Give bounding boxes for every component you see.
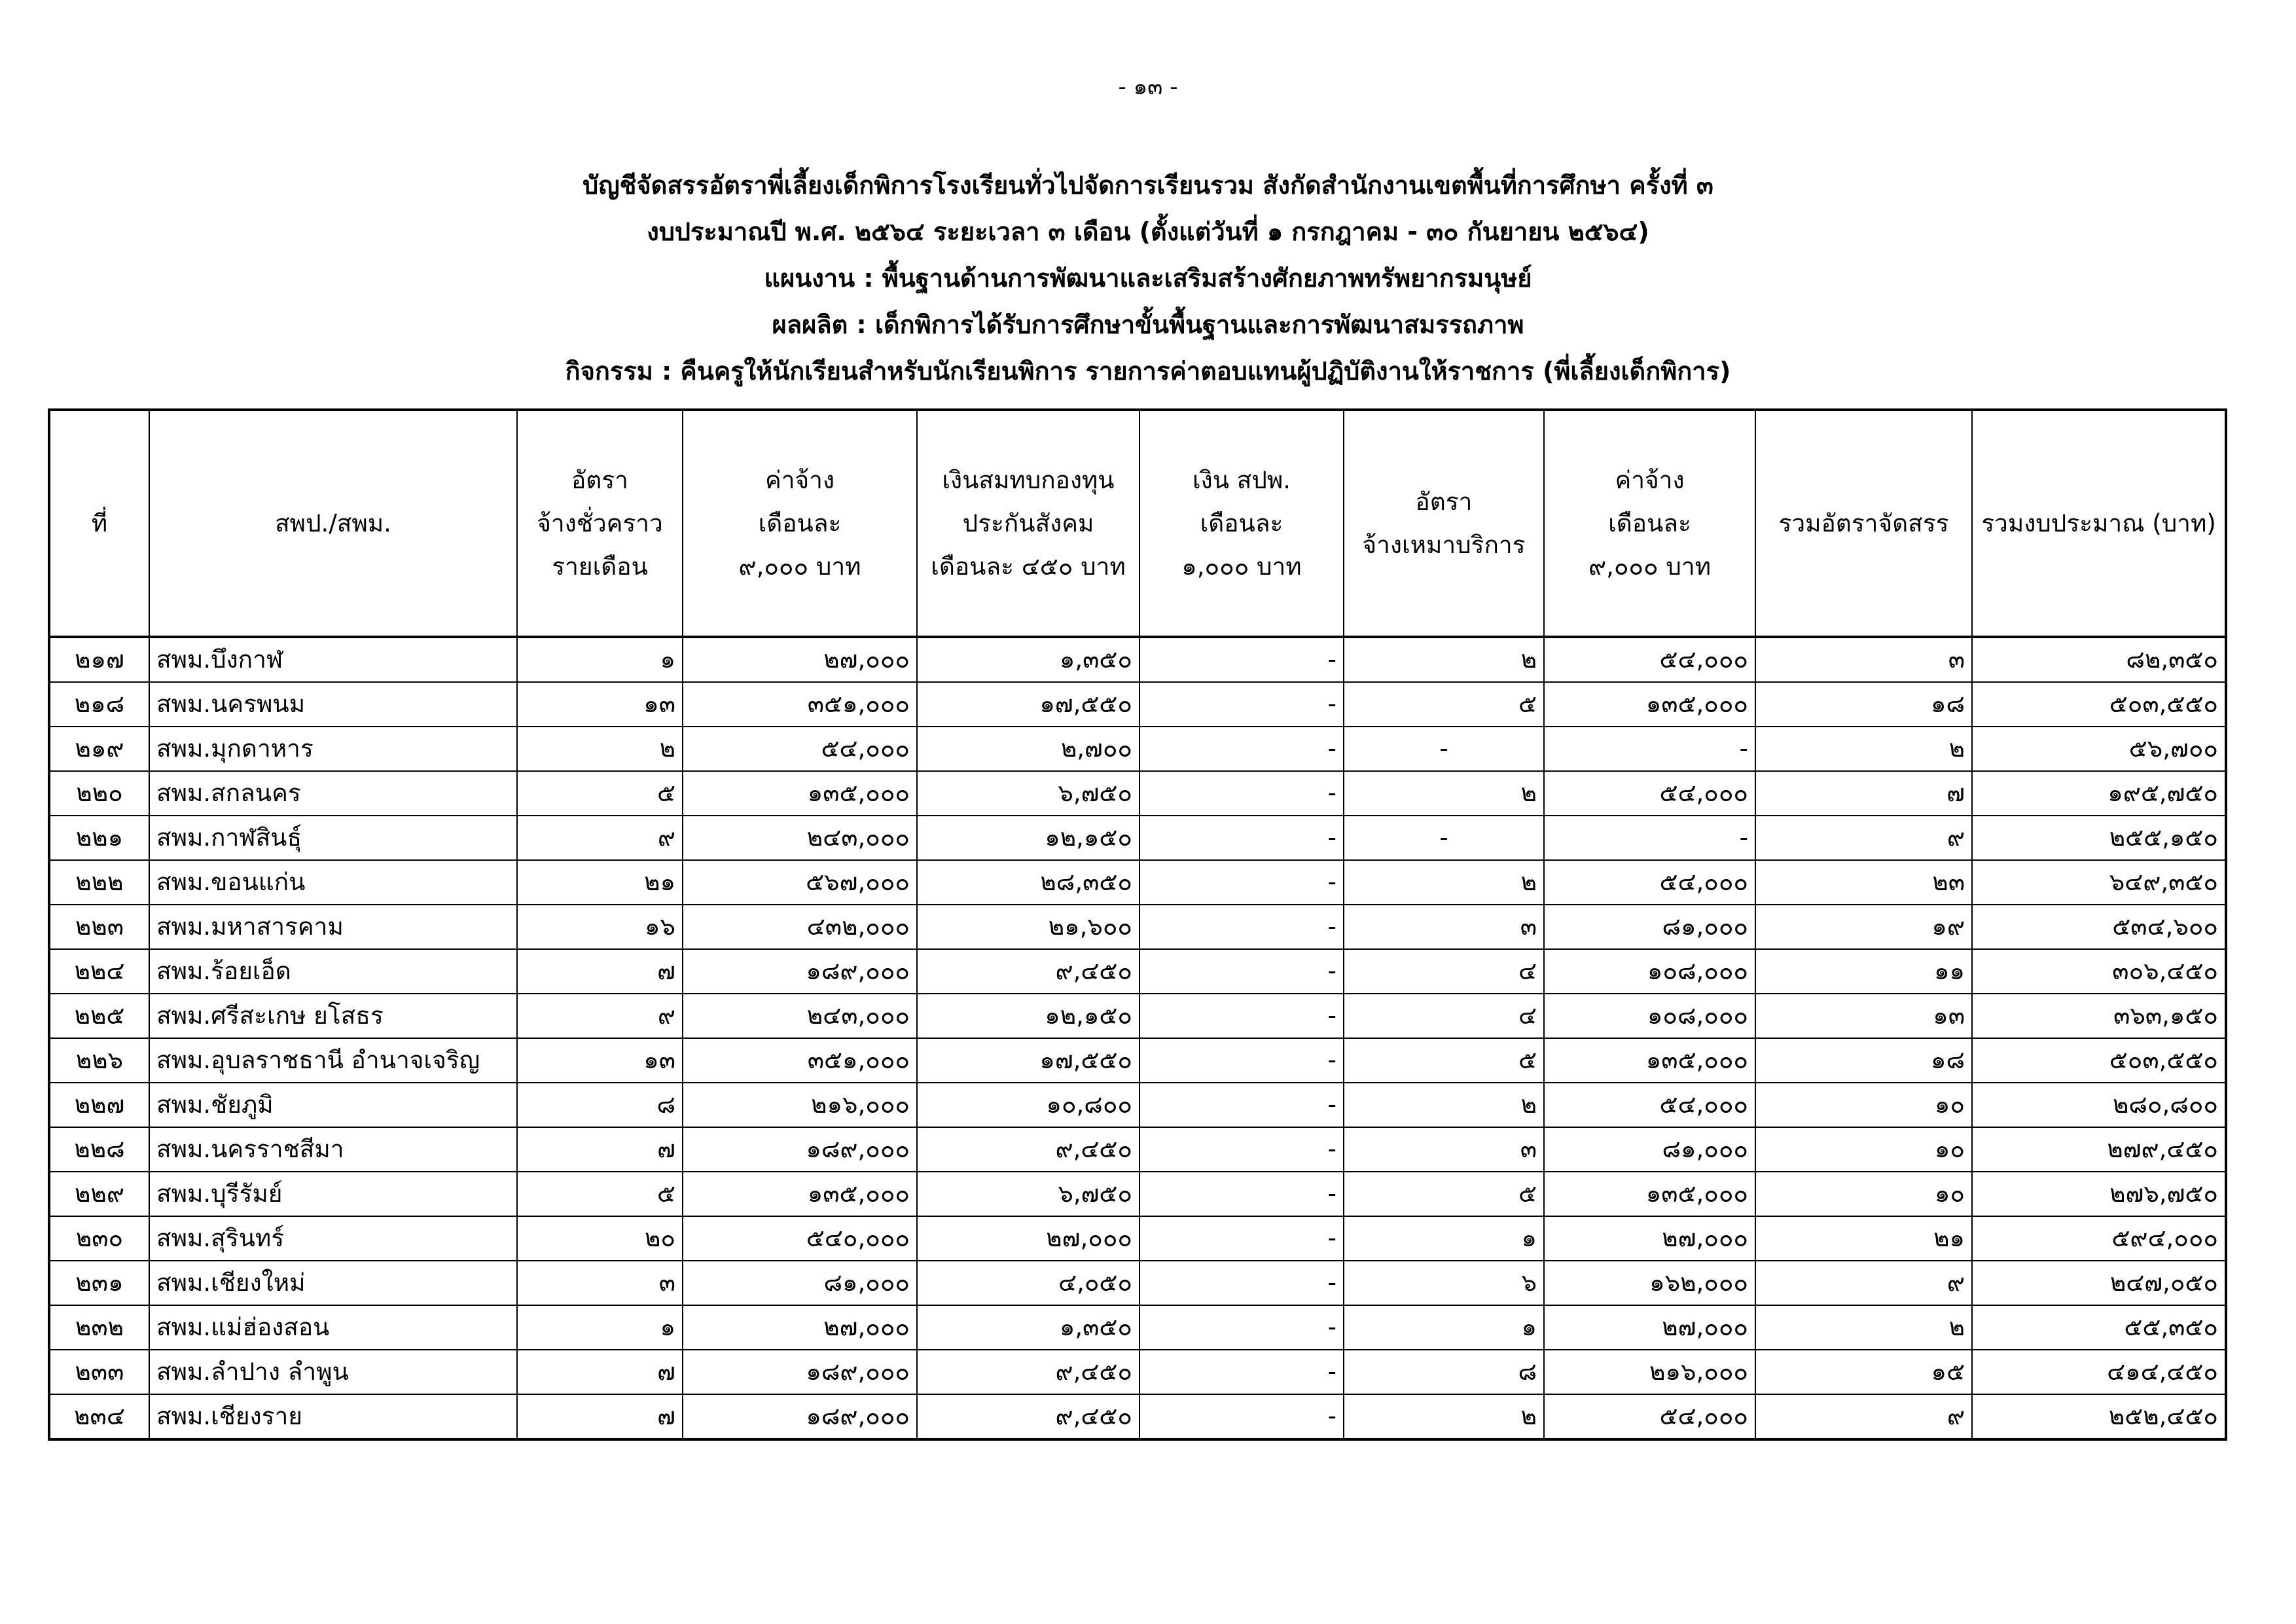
cell-temp-rate: ๒ <box>517 727 683 771</box>
cell-service-wage: ๑๓๕,๐๐๐ <box>1544 1038 1755 1083</box>
cell-temp-rate: ๑ <box>517 1305 683 1350</box>
cell-office: สพม.กาฬสินธุ์ <box>149 816 517 860</box>
cell-service-wage: ๕๔,๐๐๐ <box>1544 637 1755 682</box>
col-header-line: เดือนละ <box>1200 509 1283 537</box>
col-header-no <box>49 410 149 637</box>
cell-temp-rate: ๒๐ <box>517 1216 683 1261</box>
col-header-line: รวมงบประมาณ (บาท) <box>1981 509 2216 537</box>
table-row <box>49 1394 2226 1439</box>
cell-office: สพม.ร้อยเอ็ด <box>149 949 517 994</box>
cell-total-budget: ๕๖,๗๐๐ <box>1972 727 2226 771</box>
col-header-spp <box>1139 410 1344 637</box>
col-header-service-rate <box>1344 410 1544 637</box>
cell-temp-wage: ๑๘๙,๐๐๐ <box>683 949 917 994</box>
col-header-temp-rate <box>517 410 683 637</box>
cell-service-wage: ๕๔,๐๐๐ <box>1544 860 1755 905</box>
cell-service-rate: ๑ <box>1344 1216 1544 1261</box>
table-row <box>49 637 2226 682</box>
cell-total-budget: ๖๔๙,๓๕๐ <box>1972 860 2226 905</box>
col-header-line: เดือนละ ๔๕๐ บาท <box>931 552 1126 581</box>
col-header-service-wage <box>1544 410 1755 637</box>
cell-service-wage: ๑๖๒,๐๐๐ <box>1544 1261 1755 1305</box>
cell-service-wage: ๑๓๕,๐๐๐ <box>1544 682 1755 727</box>
cell-social-security: ๑,๓๕๐ <box>917 637 1139 682</box>
cell-total-rate: ๑๑ <box>1755 949 1972 994</box>
cell-service-rate: ๕ <box>1344 1172 1544 1216</box>
cell-no: ๒๒๕ <box>49 994 149 1038</box>
cell-total-budget: ๒๗๖,๗๕๐ <box>1972 1172 2226 1216</box>
table-row <box>49 727 2226 771</box>
cell-total-budget: ๕๓๔,๖๐๐ <box>1972 905 2226 949</box>
cell-total-budget: ๘๒,๓๕๐ <box>1972 637 2226 682</box>
cell-no: ๒๓๒ <box>49 1305 149 1350</box>
cell-temp-wage: ๓๕๑,๐๐๐ <box>683 1038 917 1083</box>
cell-total-rate: ๒๓ <box>1755 860 1972 905</box>
col-header-line: ที่ <box>91 509 108 537</box>
cell-spp: - <box>1139 1172 1344 1216</box>
cell-total-rate: ๓ <box>1755 637 1972 682</box>
cell-office: สพม.นครพนม <box>149 682 517 727</box>
cell-service-rate: ๕ <box>1344 1038 1544 1083</box>
cell-service-rate: ๒ <box>1344 860 1544 905</box>
cell-temp-rate: ๕ <box>517 1172 683 1216</box>
cell-service-rate: ๒ <box>1344 771 1544 816</box>
table-row <box>49 1038 2226 1083</box>
cell-social-security: ๑๐,๘๐๐ <box>917 1083 1139 1127</box>
cell-social-security: ๑๒,๑๕๐ <box>917 816 1139 860</box>
cell-temp-wage: ๒๔๓,๐๐๐ <box>683 816 917 860</box>
col-header-line: เงินสมทบกองทุน <box>942 465 1115 494</box>
page-number: - ๑๓ - <box>1118 74 1178 100</box>
cell-office: สพม.แม่ฮ่องสอน <box>149 1305 517 1350</box>
cell-total-budget: ๒๕๕,๑๕๐ <box>1972 816 2226 860</box>
cell-spp: - <box>1139 1038 1344 1083</box>
cell-service-wage: ๕๔,๐๐๐ <box>1544 771 1755 816</box>
cell-temp-rate: ๗ <box>517 949 683 994</box>
cell-total-rate: ๒๑ <box>1755 1216 1972 1261</box>
cell-social-security: ๑๒,๑๕๐ <box>917 994 1139 1038</box>
cell-total-rate: ๒ <box>1755 1305 1972 1350</box>
cell-temp-rate: ๒๑ <box>517 860 683 905</box>
cell-no: ๒๓๑ <box>49 1261 149 1305</box>
col-header-line: สพป./สพม. <box>275 509 391 537</box>
cell-total-budget: ๕๐๓,๕๕๐ <box>1972 682 2226 727</box>
cell-total-rate: ๑๐ <box>1755 1083 1972 1127</box>
cell-office: สพม.ชัยภูมิ <box>149 1083 517 1127</box>
cell-total-budget: ๓๐๖,๔๕๐ <box>1972 949 2226 994</box>
cell-total-rate: ๑๐ <box>1755 1172 1972 1216</box>
cell-service-wage: ๘๑,๐๐๐ <box>1544 1127 1755 1172</box>
cell-total-rate: ๑๙ <box>1755 905 1972 949</box>
cell-service-rate: - <box>1344 816 1544 860</box>
cell-office: สพม.เชียงใหม่ <box>149 1261 517 1305</box>
cell-spp: - <box>1139 1127 1344 1172</box>
cell-social-security: ๒๑,๖๐๐ <box>917 905 1139 949</box>
cell-office: สพม.อุบลราชธานี อำนาจเจริญ <box>149 1038 517 1083</box>
cell-service-rate: ๒ <box>1344 1083 1544 1127</box>
cell-temp-rate: ๙ <box>517 816 683 860</box>
table-row <box>49 771 2226 816</box>
col-header-line: จ้างเหมาบริการ <box>1362 530 1526 559</box>
col-header-line: รายเดือน <box>552 552 648 581</box>
cell-social-security: ๒๘,๓๕๐ <box>917 860 1139 905</box>
cell-total-budget: ๔๑๔,๔๕๐ <box>1972 1350 2226 1394</box>
cell-social-security: ๖,๗๕๐ <box>917 1172 1139 1216</box>
table-row <box>49 1127 2226 1172</box>
table-row <box>49 1172 2226 1216</box>
cell-no: ๒๒๑ <box>49 816 149 860</box>
cell-no: ๒๒๗ <box>49 1083 149 1127</box>
cell-temp-rate: ๑๖ <box>517 905 683 949</box>
table-header-row <box>49 410 2226 637</box>
col-header-total-rate <box>1755 410 1972 637</box>
cell-temp-wage: ๑๘๙,๐๐๐ <box>683 1350 917 1394</box>
cell-total-budget: ๒๕๒,๔๕๐ <box>1972 1394 2226 1439</box>
cell-temp-wage: ๕๔๐,๐๐๐ <box>683 1216 917 1261</box>
col-header-total-budget <box>1972 410 2226 637</box>
cell-temp-rate: ๗ <box>517 1127 683 1172</box>
cell-service-rate: ๒ <box>1344 637 1544 682</box>
cell-no: ๒๒๔ <box>49 949 149 994</box>
cell-total-rate: ๑๓ <box>1755 994 1972 1038</box>
cell-temp-rate: ๓ <box>517 1261 683 1305</box>
col-header-line: ค่าจ้าง <box>764 465 835 494</box>
cell-total-budget: ๕๐๓,๕๕๐ <box>1972 1038 2226 1083</box>
cell-spp: - <box>1139 949 1344 994</box>
table-row <box>49 1216 2226 1261</box>
cell-social-security: ๑,๓๕๐ <box>917 1305 1139 1350</box>
table-row <box>49 949 2226 994</box>
cell-service-rate: ๔ <box>1344 994 1544 1038</box>
cell-total-budget: ๒๗๙,๔๕๐ <box>1972 1127 2226 1172</box>
table-row <box>49 1350 2226 1394</box>
cell-total-rate: ๙ <box>1755 816 1972 860</box>
cell-social-security: ๙,๔๕๐ <box>917 949 1139 994</box>
cell-service-wage: ๑๐๘,๐๐๐ <box>1544 994 1755 1038</box>
cell-spp: - <box>1139 1261 1344 1305</box>
cell-total-budget: ๓๖๓,๑๕๐ <box>1972 994 2226 1038</box>
col-header-line: ๙,๐๐๐ บาท <box>738 552 861 581</box>
cell-total-rate: ๙ <box>1755 1261 1972 1305</box>
cell-social-security: ๒,๗๐๐ <box>917 727 1139 771</box>
cell-spp: - <box>1139 860 1344 905</box>
table-row <box>49 1083 2226 1127</box>
cell-service-rate: ๕ <box>1344 682 1544 727</box>
cell-total-budget: ๒๘๐,๘๐๐ <box>1972 1083 2226 1127</box>
cell-total-budget: ๕๕,๓๕๐ <box>1972 1305 2226 1350</box>
cell-office: สพม.สุรินทร์ <box>149 1216 517 1261</box>
cell-no: ๒๓๔ <box>49 1394 149 1439</box>
cell-temp-wage: ๑๓๕,๐๐๐ <box>683 1172 917 1216</box>
cell-temp-rate: ๗ <box>517 1350 683 1394</box>
table-row <box>49 682 2226 727</box>
cell-total-budget: ๕๙๔,๐๐๐ <box>1972 1216 2226 1261</box>
cell-spp: - <box>1139 727 1344 771</box>
col-header-temp-wage <box>683 410 917 637</box>
cell-office: สพม.ลำปาง ลำพูน <box>149 1350 517 1394</box>
cell-no: ๒๒๐ <box>49 771 149 816</box>
cell-office: สพม.สกลนคร <box>149 771 517 816</box>
cell-no: ๒๓๓ <box>49 1350 149 1394</box>
table-row <box>49 816 2226 860</box>
cell-social-security: ๙,๔๕๐ <box>917 1350 1139 1394</box>
cell-service-rate: ๔ <box>1344 949 1544 994</box>
cell-office: สพม.มุกดาหาร <box>149 727 517 771</box>
allocation-table <box>48 408 2227 1441</box>
cell-service-wage: ๕๔,๐๐๐ <box>1544 1394 1755 1439</box>
cell-service-wage: ๑๓๕,๐๐๐ <box>1544 1172 1755 1216</box>
document-header <box>0 162 2296 395</box>
cell-spp: - <box>1139 771 1344 816</box>
cell-total-rate: ๑๘ <box>1755 1038 1972 1083</box>
header-budget-period: งบประมาณปี พ.ศ. ๒๕๖๔ ระยะเวลา ๓ เดือน (ตั้งแต่วันที่ ๑ กรกฎาคม - ๓๐ กันยายน ๒๕๖๔) <box>647 217 1649 246</box>
table-row <box>49 905 2226 949</box>
col-header-line: รวมอัตราจัดสรร <box>1778 509 1949 537</box>
header-title: บัญชีจัดสรรอัตราพี่เลี้ยงเด็กพิการโรงเรียนทั่วไปจัดการเรียนรวม สังกัดสำนักงานเขตพื้นที่การศึกษา ครั้งที่ ๓ <box>583 171 1713 200</box>
cell-no: ๒๒๒ <box>49 860 149 905</box>
cell-temp-wage: ๔๓๒,๐๐๐ <box>683 905 917 949</box>
cell-spp: - <box>1139 1216 1344 1261</box>
cell-spp: - <box>1139 637 1344 682</box>
cell-spp: - <box>1139 994 1344 1038</box>
cell-temp-rate: ๙ <box>517 994 683 1038</box>
cell-service-wage: ๑๐๘,๐๐๐ <box>1544 949 1755 994</box>
cell-spp: - <box>1139 816 1344 860</box>
cell-service-wage: - <box>1544 727 1755 771</box>
cell-no: ๒๒๘ <box>49 1127 149 1172</box>
cell-service-rate: - <box>1344 727 1544 771</box>
header-output: ผลผลิต : เด็กพิการได้รับการศึกษาขั้นพื้นฐานและการพัฒนาสมรรถภาพ <box>772 310 1524 339</box>
cell-spp: - <box>1139 1305 1344 1350</box>
cell-spp: - <box>1139 905 1344 949</box>
cell-total-rate: ๑๐ <box>1755 1127 1972 1172</box>
cell-temp-wage: ๕๔,๐๐๐ <box>683 727 917 771</box>
cell-temp-rate: ๗ <box>517 1394 683 1439</box>
cell-service-wage: ๕๔,๐๐๐ <box>1544 1083 1755 1127</box>
cell-total-budget: ๑๙๕,๗๕๐ <box>1972 771 2226 816</box>
cell-social-security: ๔,๐๕๐ <box>917 1261 1139 1305</box>
cell-service-wage: ๒๗,๐๐๐ <box>1544 1216 1755 1261</box>
cell-social-security: ๙,๔๕๐ <box>917 1127 1139 1172</box>
cell-temp-rate: ๕ <box>517 771 683 816</box>
table-body <box>49 637 2226 1439</box>
col-header-line: อัตรา <box>1415 487 1473 516</box>
cell-service-wage: ๒๗,๐๐๐ <box>1544 1305 1755 1350</box>
col-header-social-security <box>917 410 1139 637</box>
col-header-line: เดือนละ <box>1608 509 1691 537</box>
cell-service-wage: ๘๑,๐๐๐ <box>1544 905 1755 949</box>
cell-temp-wage: ๒๑๖,๐๐๐ <box>683 1083 917 1127</box>
col-header-line: เงิน สปพ. <box>1193 465 1291 494</box>
cell-temp-wage: ๒๗,๐๐๐ <box>683 637 917 682</box>
cell-total-rate: ๑๘ <box>1755 682 1972 727</box>
col-header-line: ประกันสังคม <box>962 509 1094 537</box>
cell-spp: - <box>1139 1394 1344 1439</box>
cell-service-rate: ๓ <box>1344 1127 1544 1172</box>
cell-temp-wage: ๑๘๙,๐๐๐ <box>683 1127 917 1172</box>
cell-no: ๒๑๘ <box>49 682 149 727</box>
cell-temp-wage: ๑๘๙,๐๐๐ <box>683 1394 917 1439</box>
cell-no: ๒๒๓ <box>49 905 149 949</box>
cell-temp-wage: ๕๖๗,๐๐๐ <box>683 860 917 905</box>
cell-temp-rate: ๑๓ <box>517 682 683 727</box>
cell-temp-wage: ๑๓๕,๐๐๐ <box>683 771 917 816</box>
cell-social-security: ๑๗,๕๕๐ <box>917 1038 1139 1083</box>
cell-temp-rate: ๑ <box>517 637 683 682</box>
col-header-line: ค่าจ้าง <box>1615 465 1685 494</box>
cell-social-security: ๑๗,๕๕๐ <box>917 682 1139 727</box>
col-header-line: ๙,๐๐๐ บาท <box>1588 552 1712 581</box>
header-plan: แผนงาน : พื้นฐานด้านการพัฒนาและเสริมสร้างศักยภาพทรัพยากรมนุษย์ <box>764 264 1532 293</box>
cell-spp: - <box>1139 1350 1344 1394</box>
cell-temp-rate: ๘ <box>517 1083 683 1127</box>
cell-office: สพม.บุรีรัมย์ <box>149 1172 517 1216</box>
cell-temp-wage: ๘๑,๐๐๐ <box>683 1261 917 1305</box>
cell-office: สพม.บึงกาฬ <box>149 637 517 682</box>
cell-no: ๒๒๖ <box>49 1038 149 1083</box>
cell-total-rate: ๗ <box>1755 771 1972 816</box>
cell-service-wage: - <box>1544 816 1755 860</box>
cell-temp-wage: ๓๕๑,๐๐๐ <box>683 682 917 727</box>
table-row <box>49 1261 2226 1305</box>
col-header-line: เดือนละ <box>758 509 842 537</box>
col-header-line: ๑,๐๐๐ บาท <box>1181 552 1302 581</box>
cell-office: สพม.ศรีสะเกษ ยโสธร <box>149 994 517 1038</box>
cell-total-rate: ๒ <box>1755 727 1972 771</box>
header-activity: กิจกรรม : คืนครูให้นักเรียนสำหรับนักเรียนพิการ รายการค่าตอบแทนผู้ปฏิบัติงานให้ราชการ (พี่เลี้ยงเด็กพิการ) <box>565 357 1731 386</box>
cell-service-wage: ๒๑๖,๐๐๐ <box>1544 1350 1755 1394</box>
cell-temp-wage: ๒๔๓,๐๐๐ <box>683 994 917 1038</box>
cell-social-security: ๙,๔๕๐ <box>917 1394 1139 1439</box>
cell-service-rate: ๘ <box>1344 1350 1544 1394</box>
cell-office: สพม.ขอนแก่น <box>149 860 517 905</box>
cell-office: สพม.มหาสารคาม <box>149 905 517 949</box>
cell-total-rate: ๙ <box>1755 1394 1972 1439</box>
cell-office: สพม.นครราชสีมา <box>149 1127 517 1172</box>
col-header-office <box>149 410 517 637</box>
cell-social-security: ๒๗,๐๐๐ <box>917 1216 1139 1261</box>
cell-service-rate: ๑ <box>1344 1305 1544 1350</box>
cell-service-rate: ๓ <box>1344 905 1544 949</box>
cell-social-security: ๖,๗๕๐ <box>917 771 1139 816</box>
col-header-line: อัตรา <box>571 465 628 494</box>
col-header-line: จ้างชั่วคราว <box>537 509 663 537</box>
cell-no: ๒๒๙ <box>49 1172 149 1216</box>
cell-total-rate: ๑๕ <box>1755 1350 1972 1394</box>
cell-no: ๒๑๙ <box>49 727 149 771</box>
cell-spp: - <box>1139 1083 1344 1127</box>
cell-office: สพม.เชียงราย <box>149 1394 517 1439</box>
cell-no: ๒๓๐ <box>49 1216 149 1261</box>
cell-service-rate: ๒ <box>1344 1394 1544 1439</box>
cell-spp: - <box>1139 682 1344 727</box>
table-row <box>49 860 2226 905</box>
table-row <box>49 994 2226 1038</box>
cell-total-budget: ๒๔๗,๐๕๐ <box>1972 1261 2226 1305</box>
cell-temp-wage: ๒๗,๐๐๐ <box>683 1305 917 1350</box>
cell-no: ๒๑๗ <box>49 637 149 682</box>
table-row <box>49 1305 2226 1350</box>
cell-temp-rate: ๑๓ <box>517 1038 683 1083</box>
cell-service-rate: ๖ <box>1344 1261 1544 1305</box>
